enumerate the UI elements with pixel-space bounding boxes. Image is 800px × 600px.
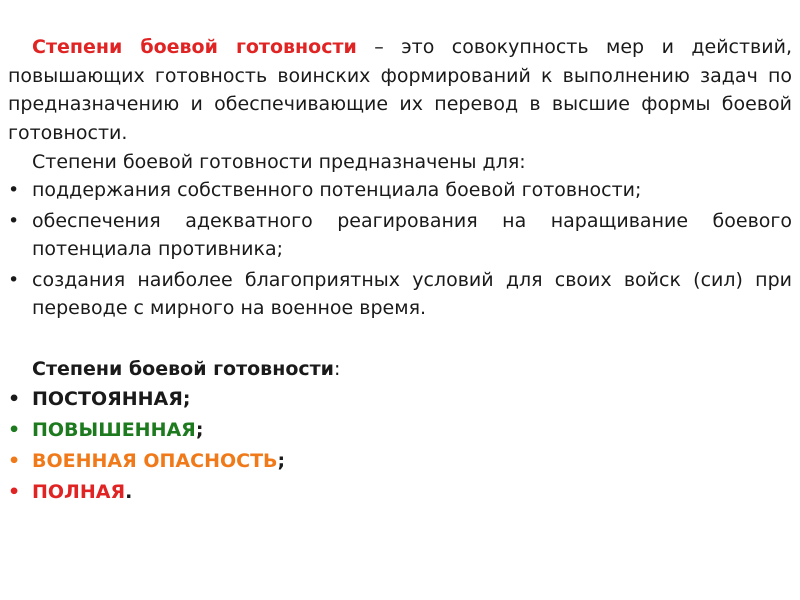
- bullet-icon: •: [8, 450, 21, 472]
- definition-text: – это совокупность мер и действий, повышающих готовность воинских формирований к выполнению задач по предназначению и обеспечивающие их перевод в высшие формы боевой готовности.: [8, 36, 792, 144]
- bullet-icon: •: [8, 268, 20, 291]
- definition-paragraph: [8, 33, 792, 147]
- purposes-list: [8, 176, 792, 325]
- bullet-icon: •: [8, 481, 21, 503]
- levels-title-text: Степени боевой готовности: [32, 358, 334, 380]
- purposes-intro: Степени боевой готовности предназначены для:: [32, 151, 526, 173]
- purpose-text: поддержания собственного потенциала боевой готовности;: [32, 179, 642, 201]
- levels-title-colon: :: [333, 358, 341, 380]
- level-label: ПОВЫШЕННАЯ: [32, 419, 196, 441]
- purpose-text: создания наиболее благоприятных условий для своих войск (сил) при переводе с мирного на военное время.: [32, 268, 792, 319]
- level-punct: ;: [277, 450, 286, 472]
- bullet-icon: •: [8, 388, 21, 410]
- level-punct: ;: [182, 388, 191, 410]
- level-punct: .: [125, 481, 133, 503]
- level-item-increased: [8, 415, 285, 446]
- purpose-text: обеспечения адекватного реагирования на наращивание боевого потенциала противника;: [32, 209, 792, 260]
- list-item: [8, 176, 792, 205]
- bullet-icon: •: [8, 419, 21, 441]
- level-label: ПОЛНАЯ: [32, 481, 126, 503]
- definition-term: Степени боевой готовности: [32, 36, 357, 58]
- levels-list: [8, 384, 285, 508]
- levels-title: [32, 355, 340, 383]
- level-punct: ;: [195, 419, 204, 441]
- level-label: ПОСТОЯННАЯ: [32, 388, 183, 410]
- level-label: ВОЕННАЯ ОПАСНОСТЬ: [32, 450, 278, 472]
- level-item-military-danger: [8, 446, 285, 477]
- bullet-icon: •: [8, 179, 20, 201]
- level-item-constant: [8, 384, 285, 415]
- bullet-icon: •: [8, 209, 20, 232]
- list-item: [8, 266, 792, 323]
- list-item: [8, 207, 792, 264]
- level-item-full: [8, 477, 285, 508]
